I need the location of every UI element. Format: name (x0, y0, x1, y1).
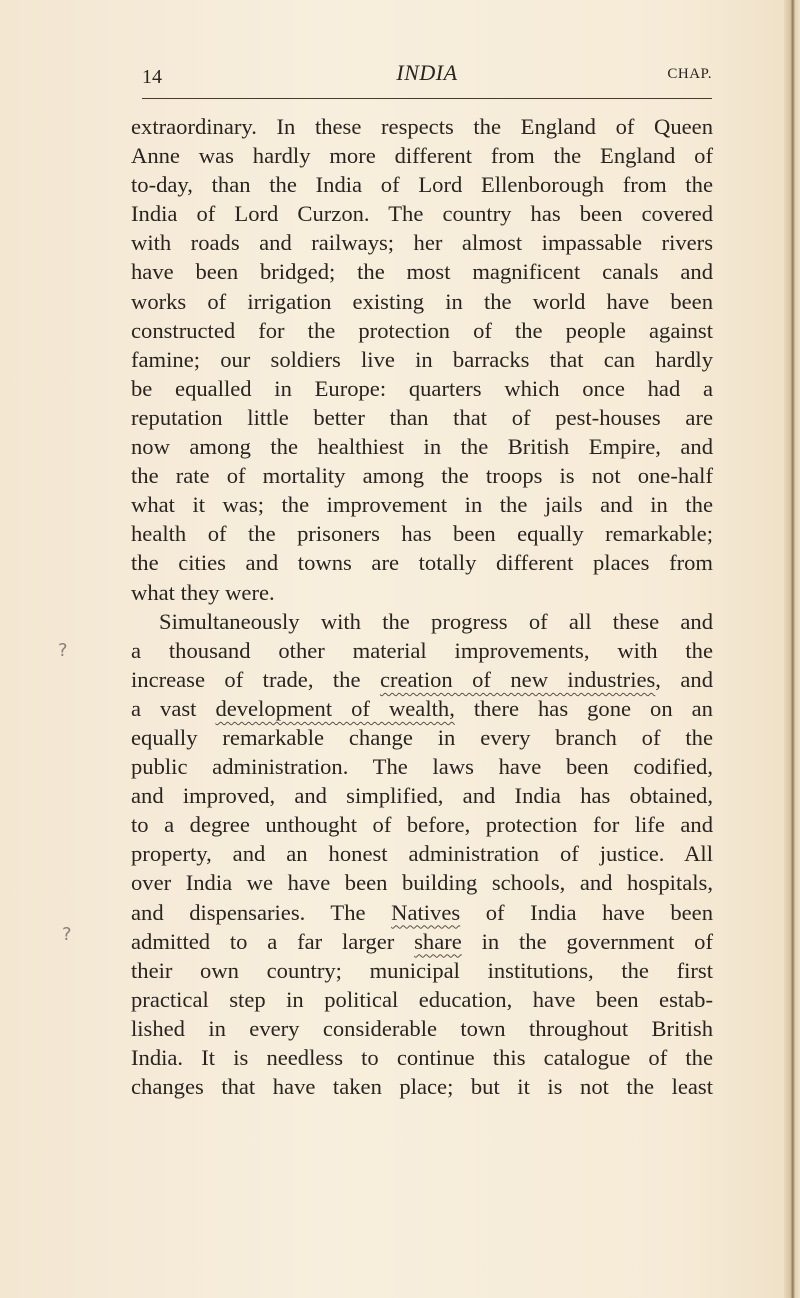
underlined-phrase: development of wealth, (215, 695, 455, 721)
text-segment: of India have been (460, 899, 713, 925)
page-header (142, 60, 712, 90)
text-line: to a degree unthought of before, protection for life and (131, 812, 713, 838)
text-line: over India we have been building schools, and hospitals, (131, 870, 713, 896)
text-segment: , and (655, 666, 713, 692)
text-line: equally remarkable change in every branch of the (131, 724, 713, 750)
text-line (131, 694, 713, 723)
underlined-phrase: share (414, 928, 462, 954)
running-title: INDIA (396, 60, 458, 85)
text-line: have been bridged; the most magnificent canals and (131, 259, 713, 285)
chapter-label: CHAP. (667, 66, 712, 82)
text-line: be equalled in Europe: quarters which once had a (131, 375, 713, 401)
text-line: now among the healthiest in the British Empire, and (131, 434, 713, 460)
text-segment: there has gone on an (454, 695, 713, 721)
text-line: public administration. The laws have been codified, (131, 754, 713, 780)
text-line: lished in every considerable town throughout British (131, 1015, 713, 1041)
underlined-phrase: creation of new industries (379, 666, 656, 692)
text-line: what they were. (131, 579, 275, 605)
header-rule (142, 98, 712, 99)
text-line: Anne was hardly more different from the England of (131, 143, 713, 169)
text-line: property, and an honest administration of justice. All (131, 841, 713, 867)
text-line: to-day, than the India of Lord Ellenborough from the (131, 172, 713, 198)
text-line (131, 927, 713, 956)
text-segment: a vast (131, 695, 216, 721)
text-line: changes that have taken place; but it is not the least (131, 1074, 713, 1100)
text-line: practical step in political education, have been estab- (131, 986, 713, 1012)
text-segment: in the government of (461, 928, 713, 954)
text-segment: admitted to a far larger (131, 928, 415, 954)
text-line: health of the prisoners has been equally remarkable; (131, 521, 713, 547)
text-line (131, 665, 713, 694)
text-line: a thousand other material improvements, with the (131, 637, 713, 663)
page-body (131, 112, 713, 1101)
text-line: and improved, and simplified, and India has obtained, (131, 783, 713, 809)
text-line: the cities and towns are totally different places from (131, 550, 713, 576)
text-line: the rate of mortality among the troops is not one-half (131, 463, 713, 489)
text-line: what it was; the improvement in the jails and in the (131, 492, 713, 518)
underlined-phrase: Natives (391, 899, 461, 925)
margin-pencil-mark: ? (58, 640, 68, 661)
text-line: India of Lord Curzon. The country has been covered (131, 201, 713, 227)
text-line: their own country; municipal institutions, the first (131, 957, 713, 983)
text-line: with roads and railways; her almost impassable rivers (131, 230, 713, 256)
text-line: extraordinary. In these respects the England of Queen (131, 114, 713, 139)
text-line: reputation little better than that of pest-houses are (131, 404, 713, 430)
text-line: works of irrigation existing in the world have been (131, 288, 713, 314)
margin-pencil-mark: ? (62, 924, 72, 945)
paragraph-start-line: Simultaneously with the progress of all these and (159, 608, 713, 634)
book-spine-edge (784, 0, 800, 1298)
text-line: constructed for the protection of the people against (131, 317, 713, 343)
text-segment: increase of trade, the (131, 666, 380, 692)
text-line: India. It is needless to continue this catalogue of the (131, 1045, 713, 1070)
text-line (131, 898, 713, 927)
text-line: famine; our soldiers live in barracks that can hardly (131, 346, 713, 372)
page-number: 14 (142, 66, 162, 88)
text-segment: and dispensaries. The (131, 899, 392, 925)
